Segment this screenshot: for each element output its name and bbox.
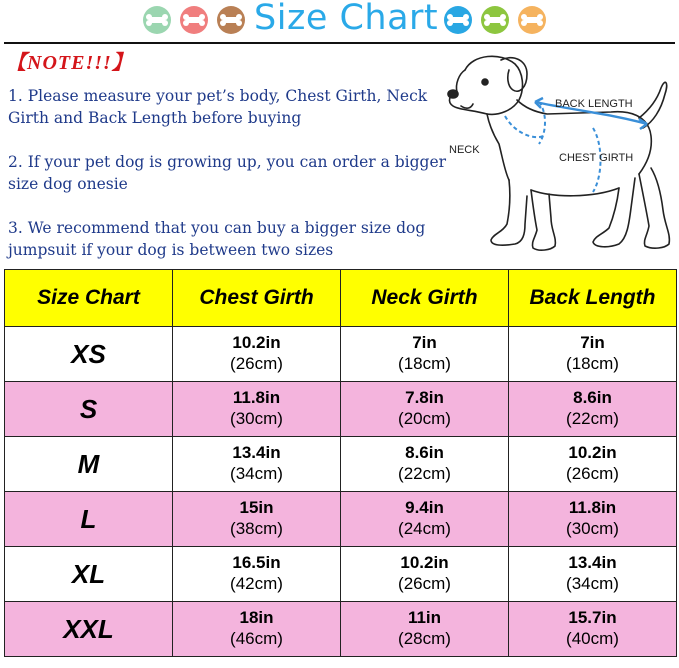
chest-in: 15in	[239, 498, 274, 517]
chest-cm: (34cm)	[230, 464, 283, 483]
table-row	[5, 382, 677, 437]
size-cell: XXL	[5, 602, 173, 657]
header-size: Size Chart	[5, 270, 173, 327]
back-cm: (30cm)	[566, 519, 619, 538]
chest-in: 11.8in	[232, 388, 281, 407]
chest-girth-label: CHEST GIRTH	[559, 152, 634, 164]
back-in: 15.7in	[568, 608, 617, 627]
neck-in: 7in	[412, 333, 437, 352]
chest-cell	[173, 492, 341, 547]
back-cm: (40cm)	[566, 629, 619, 648]
neck-cell	[341, 547, 509, 602]
back-cell	[509, 382, 677, 437]
back-cm: (18cm)	[566, 354, 619, 373]
chest-cm: (26cm)	[230, 354, 283, 373]
chest-in: 18in	[239, 608, 274, 627]
neck-label: NECK	[449, 144, 480, 156]
back-cm: (26cm)	[566, 464, 619, 483]
chest-cm: (30cm)	[230, 409, 283, 428]
header-chest-girth: Chest Girth	[173, 270, 341, 327]
chest-cell	[173, 382, 341, 437]
chest-cell	[173, 602, 341, 657]
back-in: 13.4in	[568, 553, 617, 572]
table-row	[5, 547, 677, 602]
chest-cell	[173, 547, 341, 602]
note-title: 【NOTE!!!】	[6, 52, 133, 74]
neck-cell	[341, 437, 509, 492]
size-cell: XL	[5, 547, 173, 602]
back-in: 11.8in	[568, 498, 617, 517]
neck-cm: (18cm)	[398, 354, 451, 373]
neck-cell	[341, 382, 509, 437]
size-cell: L	[5, 492, 173, 547]
back-cm: (34cm)	[566, 574, 619, 593]
table-row	[5, 437, 677, 492]
back-cell	[509, 327, 677, 382]
header-neck-girth: Neck Girth	[341, 270, 509, 327]
neck-cm: (22cm)	[398, 464, 451, 483]
page-title: Size Chart	[254, 0, 439, 38]
back-in: 10.2in	[568, 443, 617, 462]
bone-icon	[180, 6, 208, 34]
neck-cell	[341, 327, 509, 382]
neck-cm: (28cm)	[398, 629, 451, 648]
back-in: 8.6in	[573, 388, 612, 407]
neck-in: 7.8in	[405, 388, 444, 407]
chest-in: 16.5in	[232, 553, 281, 572]
chest-in: 13.4in	[232, 443, 281, 462]
neck-in: 10.2in	[400, 553, 449, 572]
back-cm: (22cm)	[566, 409, 619, 428]
neck-cm: (20cm)	[398, 409, 451, 428]
chest-cm: (42cm)	[230, 574, 283, 593]
back-cell	[509, 547, 677, 602]
chest-cm: (46cm)	[230, 629, 283, 648]
neck-in: 9.4in	[405, 498, 444, 517]
back-cell	[509, 492, 677, 547]
neck-cm: (24cm)	[398, 519, 451, 538]
bone-icon	[481, 6, 509, 34]
neck-in: 8.6in	[405, 443, 444, 462]
back-cell	[509, 437, 677, 492]
bone-icon	[518, 6, 546, 34]
note-item: 3. We recommend that you can buy a bigger size dog jumpsuit if your dog is between two sizes	[8, 219, 426, 259]
neck-cell	[341, 492, 509, 547]
header-divider	[4, 42, 675, 44]
note-item: 2. If your pet dog is growing up, you can order a bigger size dog onesie	[8, 153, 447, 193]
table-row	[5, 327, 677, 382]
back-length-label: BACK LENGTH	[555, 98, 633, 110]
notes-section	[6, 50, 447, 259]
bone-icon	[444, 6, 472, 34]
note-item: 1. Please measure your pet’s body, Chest Girth, Neck Girth and Back Length before buying	[8, 87, 428, 127]
chest-cm: (38cm)	[230, 519, 283, 538]
bone-icon	[143, 6, 171, 34]
size-cell: XS	[5, 327, 173, 382]
bone-icon	[217, 6, 245, 34]
table-row	[5, 602, 677, 657]
size-cell: S	[5, 382, 173, 437]
chest-cell	[173, 327, 341, 382]
size-table	[4, 269, 677, 657]
back-in: 7in	[580, 333, 605, 352]
neck-cm: (26cm)	[398, 574, 451, 593]
table-row	[5, 492, 677, 547]
back-cell	[509, 602, 677, 657]
dog-measurement-diagram	[443, 48, 675, 258]
neck-in: 11in	[407, 608, 442, 627]
header-back-length: Back Length	[509, 270, 677, 327]
size-cell: M	[5, 437, 173, 492]
neck-cell	[341, 602, 509, 657]
chest-in: 10.2in	[232, 333, 281, 352]
header	[0, 0, 679, 44]
chest-cell	[173, 437, 341, 492]
table-header-row	[5, 270, 677, 327]
